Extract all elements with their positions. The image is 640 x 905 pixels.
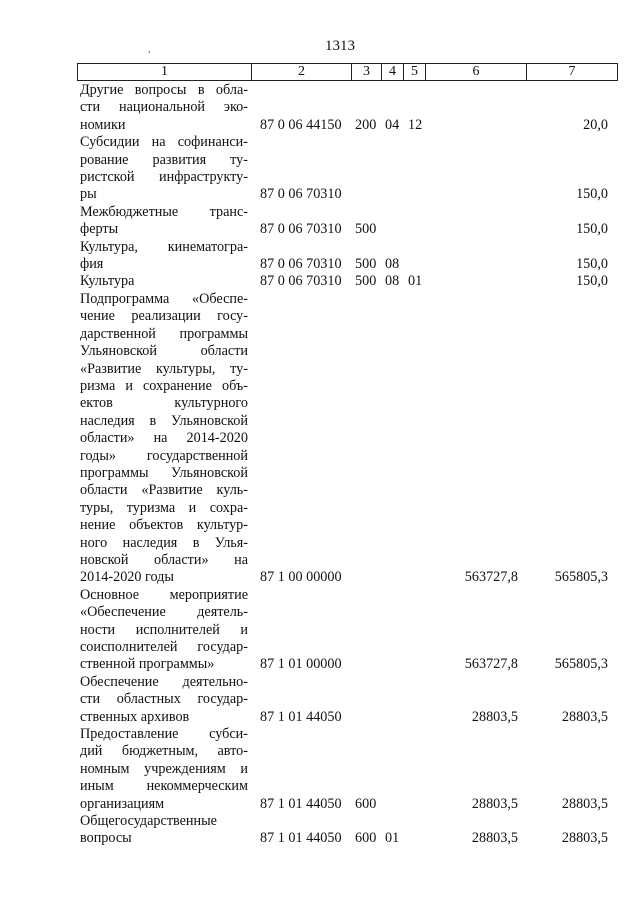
row-name-line: сти областных государ- [80,691,248,708]
row-name-line: Субсидии на софинанси- [80,134,248,151]
row-name-line: ности исполнителей и [80,621,248,638]
table-row [0,813,640,848]
column-header-2: 2 [252,64,352,81]
row-code: 87 0 06 44150 [260,116,342,133]
row-name [80,82,248,134]
row-amount-2020: 563727,8 [464,656,518,673]
row-amount-2021: 150,0 [576,186,608,203]
row-name [80,587,248,674]
row-amount-2020: 28803,5 [471,830,518,847]
row-name-line: Обеспечение деятельно- [80,673,248,690]
row-amount-2021: 150,0 [576,256,608,273]
row-name-line: ного наследия в Улья- [80,534,248,551]
column-header-row [78,64,618,81]
row-amount-2020: 563727,8 [464,569,518,586]
row-section: 04 [385,116,400,133]
table-row [0,291,640,587]
row-name-line: ферты [80,221,119,238]
row-name-line: Основное мероприятие [80,586,248,603]
row-code: 87 0 06 70310 [260,273,342,290]
row-name-line: номным учреждениям и [80,760,248,777]
table-row [0,134,640,204]
row-name-line: «Обеспечение деятель- [80,604,248,621]
row-name-line: рование развития ту- [80,151,248,168]
row-amount-2021: 20,0 [583,116,608,133]
row-name-line: ектов культурного [80,395,248,412]
page-number: 1313 [325,38,355,54]
row-amount-2021: 565805,3 [554,656,608,673]
row-subsection: 01 [408,273,423,290]
row-code: 87 1 01 00000 [260,656,342,673]
row-amount-2020: 28803,5 [471,795,518,812]
row-name [80,273,248,290]
row-name-line: нение объектов культур- [80,517,248,534]
row-name-line: годы» государственной [80,447,248,464]
row-name-line: области «Развитие куль- [80,482,248,499]
row-amount-2021: 150,0 [576,221,608,238]
row-code: 87 0 06 70310 [260,256,342,273]
row-name-line: ры [80,186,97,203]
row-amount-2020: 28803,5 [471,708,518,725]
row-code: 87 1 00 00000 [260,569,342,586]
row-expense-type: 500 [355,221,377,238]
row-name-line: ственных архивов [80,708,190,725]
row-amount-2021: 150,0 [576,273,608,290]
row-name-line: Межбюджетные транс- [80,203,248,220]
row-expense-type: 500 [355,256,377,273]
row-name-line: ственной программы» [80,656,215,673]
row-code: 87 1 01 44050 [260,830,342,847]
row-name-line: ризма и сохранение объ- [80,377,248,394]
column-header-3: 3 [352,64,382,81]
column-header-1: 1 [78,64,252,81]
row-name-line: 2014-2020 годы [80,569,174,586]
row-name-line: сти национальной эко- [80,99,248,116]
row-name-line: «Развитие культуры, ту- [80,360,248,377]
table-row [0,674,640,726]
column-header-5: 5 [404,64,426,81]
row-expense-type: 600 [355,830,377,847]
row-name-line: фия [80,256,104,273]
row-name-line: вопросы [80,830,132,847]
row-name-line: Другие вопросы в обла- [80,82,248,98]
row-code: 87 1 01 44050 [260,795,342,812]
row-name-line: ристской инфраструкту- [80,169,248,186]
row-name [80,726,248,813]
row-code: 87 0 06 70310 [260,221,342,238]
row-name-line: дий бюджетным, авто- [80,743,248,760]
row-name [80,134,248,204]
table-row [0,587,640,674]
row-amount-2021: 28803,5 [561,708,608,725]
row-name [80,813,248,848]
row-expense-type: 200 [355,116,377,133]
row-name-line: иным некоммерческим [80,778,248,795]
row-amount-2021: 28803,5 [561,830,608,847]
row-code: 87 1 01 44050 [260,708,342,725]
row-expense-type: 500 [355,273,377,290]
row-section: 01 [385,830,400,847]
row-code: 87 0 06 70310 [260,186,342,203]
row-amount-2021: 28803,5 [561,795,608,812]
row-amount-2021: 565805,3 [554,569,608,586]
row-name-line: наследия в Ульяновской [80,412,248,429]
column-header-4: 4 [382,64,404,81]
row-name-line: организациям [80,795,165,812]
row-name-line: Ульяновской области [80,343,248,360]
table-row [0,726,640,813]
row-name [80,239,248,274]
row-subsection: 12 [408,116,423,133]
row-name-line: номики [80,116,126,133]
row-expense-type: 600 [355,795,377,812]
row-name [80,291,248,587]
row-section: 08 [385,273,400,290]
column-header-6: 6 [426,64,527,81]
table-row [0,204,640,239]
row-name-line: области» на 2014-2020 [80,430,248,447]
row-name-line: соисполнителей государ- [80,639,248,655]
row-name-line: туры, туризма и сохра- [80,499,248,516]
column-header-table [77,63,618,81]
table-row [0,273,640,290]
row-name [80,674,248,726]
row-name-line: программы Ульяновской [80,464,248,481]
row-name-line: Общегосударственные [80,813,217,830]
table-row [0,239,640,274]
column-header-7: 7 [527,64,618,81]
stray-mark: , [148,44,151,55]
row-name-line: Культура [80,273,135,290]
row-name [80,204,248,239]
row-section: 08 [385,256,400,273]
budget-table-body [0,82,640,848]
row-name-line: дарственной программы [80,325,248,342]
table-row [0,82,640,134]
row-name-line: Культура, кинематогра- [80,238,248,255]
row-name-line: Подпрограмма «Обеспе- [80,290,248,307]
row-name-line: чение реализации госу- [80,308,248,325]
row-name-line: новской области» на [80,551,248,568]
row-name-line: Предоставление субси- [80,726,248,743]
